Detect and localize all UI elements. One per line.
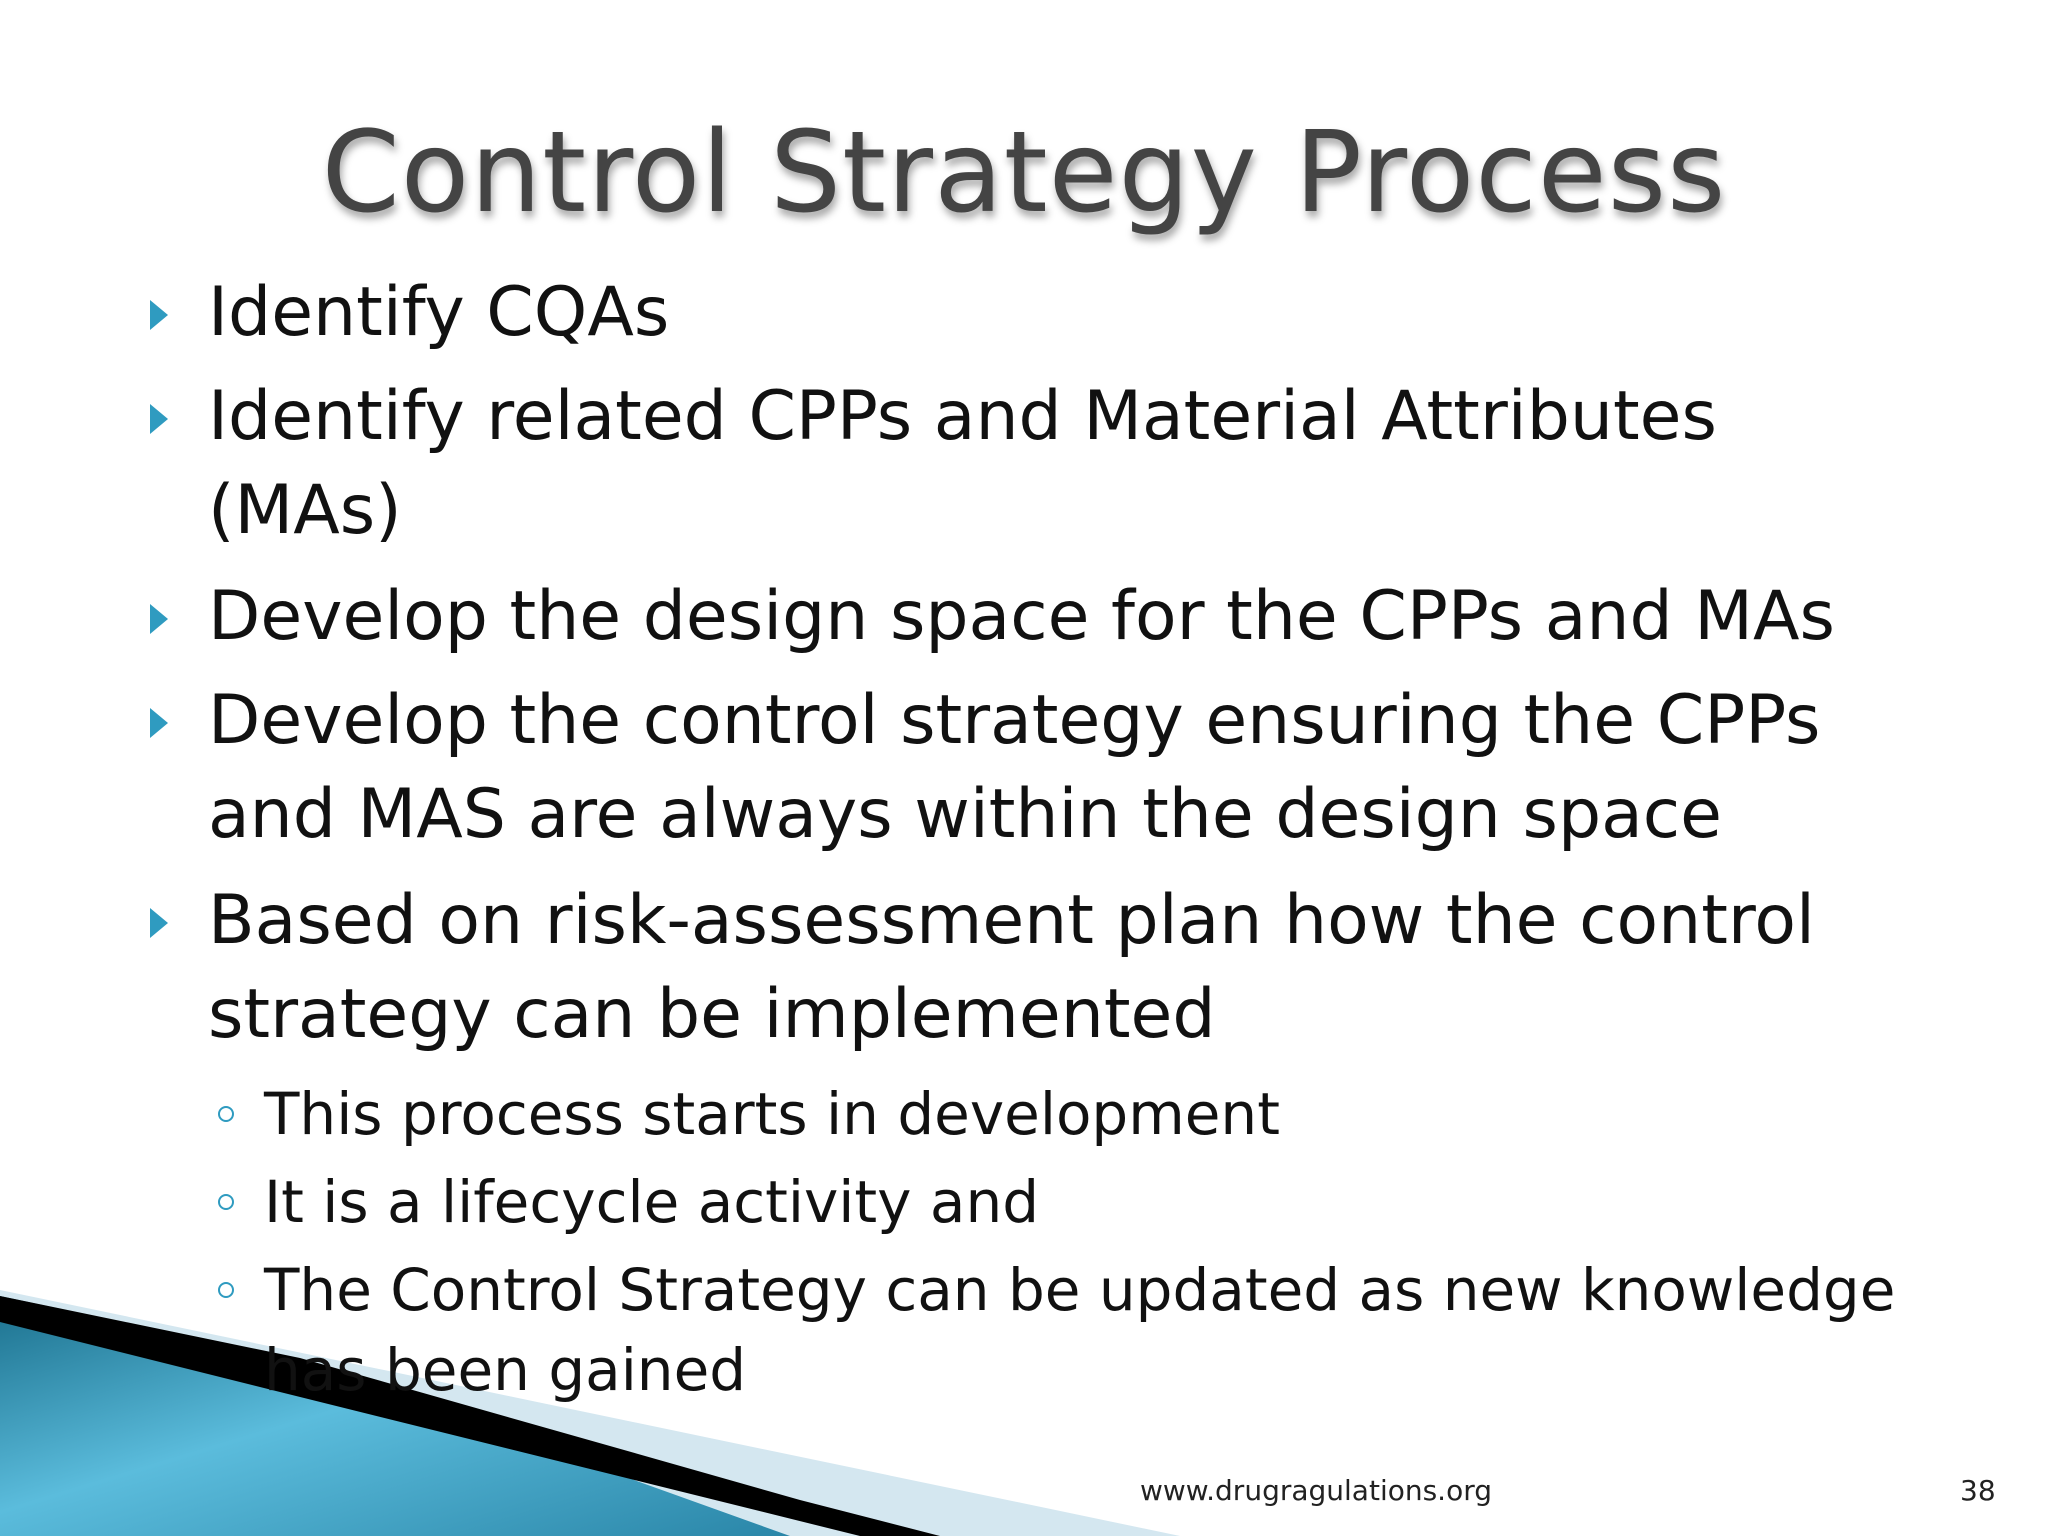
bullet-item	[208, 370, 1888, 558]
circle-outline-icon	[218, 1282, 234, 1298]
slide-title: Control Strategy Process	[321, 108, 1727, 238]
triangle-right-icon	[150, 604, 168, 634]
page-number: 38	[1960, 1474, 1996, 1507]
triangle-right-icon	[150, 404, 168, 434]
circle-outline-icon	[218, 1194, 234, 1210]
sub-bullet-item	[264, 1074, 1914, 1154]
bullet-text: Identify related CPPs and Material Attributes (MAs)	[208, 377, 1717, 550]
bullet-item	[208, 674, 1848, 862]
triangle-right-icon	[150, 908, 168, 938]
bullet-text: Develop the design space for the CPPs and MAs	[208, 577, 1835, 656]
circle-outline-icon	[218, 1106, 234, 1122]
footer-url: www.drugragulations.org	[1140, 1474, 1493, 1507]
bullet-item	[208, 874, 1848, 1062]
bullet-item	[208, 570, 1888, 664]
sub-bullet-text: This process starts in development	[264, 1080, 1280, 1148]
sub-bullet-item	[264, 1162, 1914, 1242]
bullet-text: Identify CQAs	[208, 273, 670, 352]
bullet-text: Based on risk-assessment plan how the control strategy can be implemented	[208, 881, 1815, 1054]
bullet-text: Develop the control strategy ensuring the CPPs and MAS are always within the design space	[208, 681, 1821, 854]
sub-bullet-item	[264, 1250, 1904, 1410]
sub-bullet-text: It is a lifecycle activity and	[264, 1168, 1040, 1236]
triangle-right-icon	[150, 300, 168, 330]
sub-bullet-text: The Control Strategy can be updated as new knowledge has been gained	[264, 1256, 1896, 1404]
bullet-item	[208, 266, 1888, 360]
triangle-right-icon	[150, 708, 168, 738]
